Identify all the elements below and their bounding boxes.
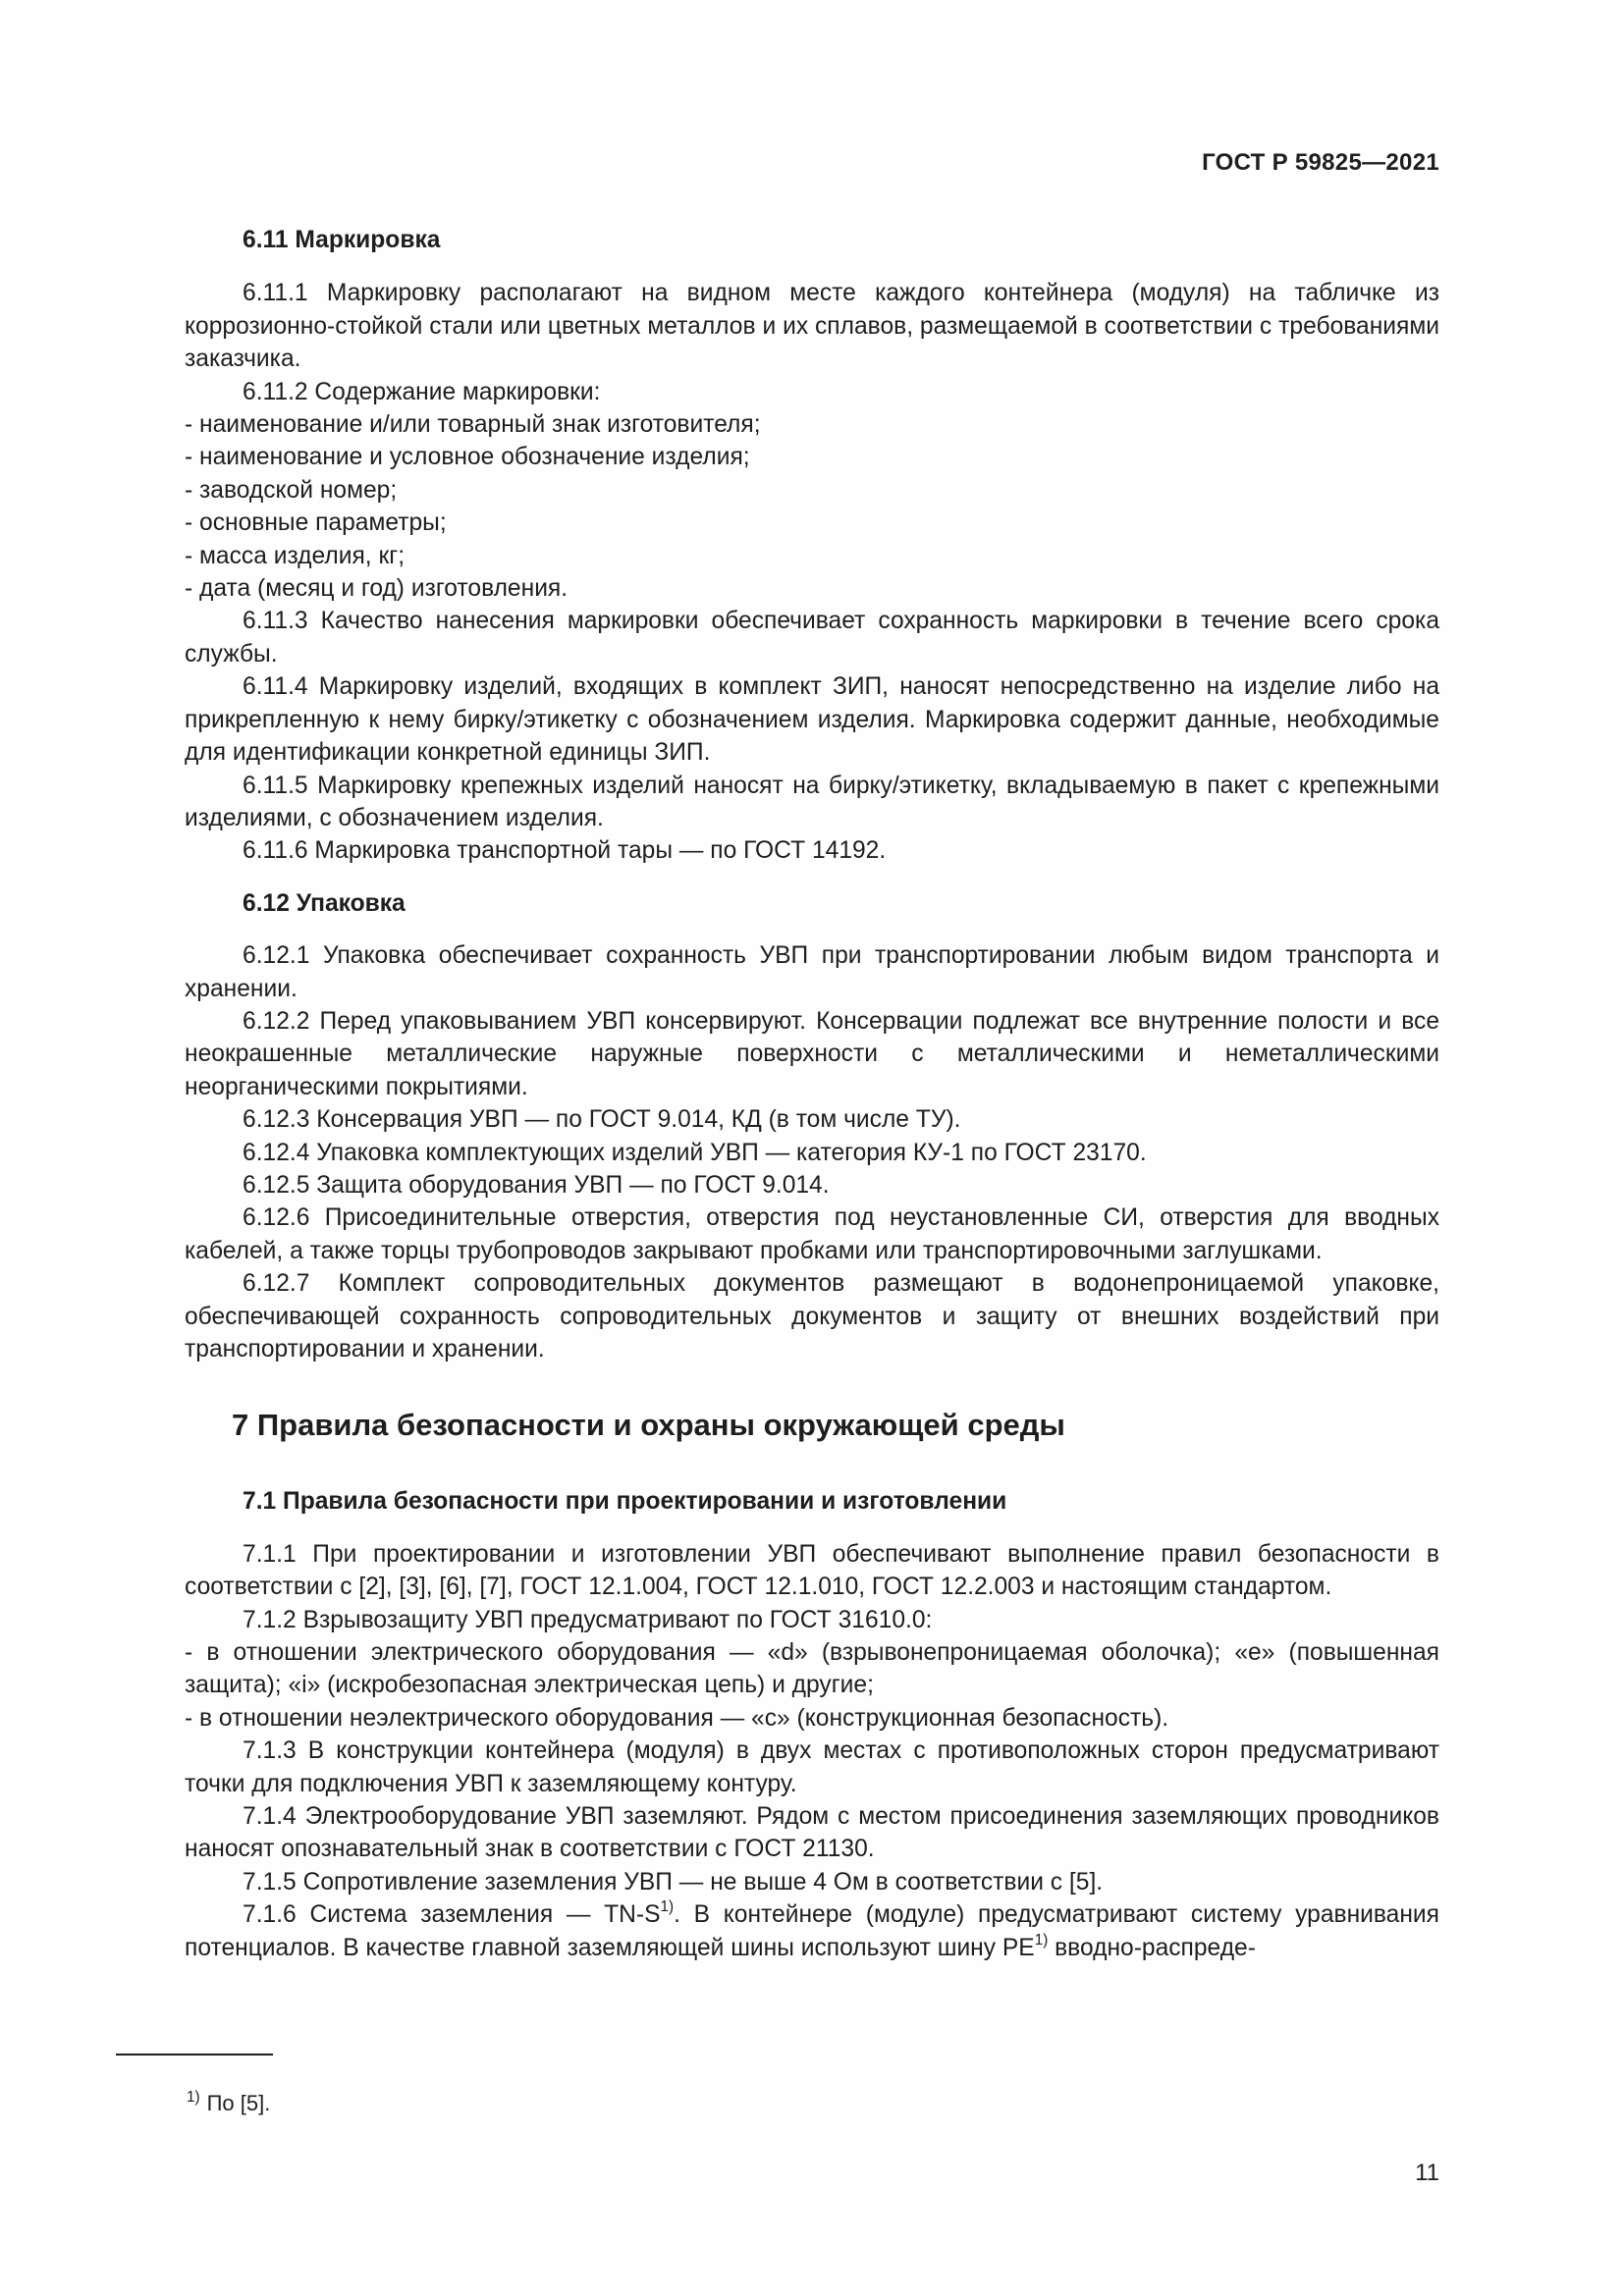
paragraph-text: . В контейнере (модуле) предусматривают систему уравнивания потенциалов. В качестве главной заземляющей шины используют шину PE [185, 1901, 1439, 1961]
footnote-text: По [5]. [206, 2091, 271, 2115]
list-item: - основные параметры; [185, 509, 447, 537]
list-item: - в отношении неэлектрического оборудования — «с» (конструкционная безопасность). [185, 1704, 1169, 1732]
paragraph-6-11-6: 6.11.6 Маркировка транспортной тары — по ГОСТ 14192. [243, 837, 887, 865]
paragraph-text: 7.1.6 Система заземления — TN-S [243, 1901, 661, 1929]
paragraph-7-1-3: 7.1.3 В конструкции контейнера (модуля) в двух местах с противоположных сторон предусматривают точки для подключения УВП к заземляющему контуру. [185, 1737, 1439, 1797]
paragraph-7-1-6 [185, 1898, 1439, 1964]
document-body [185, 224, 1439, 1964]
paragraph-7-1-1: 7.1.1 При проектировании и изготовлении УВП обеспечивают выполнение правил безопасности в соответствии с [2], [3], [6], [7], ГОСТ 12.1.004, ГОСТ 12.1.010, ГОСТ 12.2.003 и настоящим стандартом. [185, 1540, 1439, 1601]
section-heading-7-1: 7.1 Правила безопасности при проектировании и изготовлении [243, 1488, 1007, 1516]
paragraph-6-12-5: 6.12.5 Защита оборудования УВП — по ГОСТ 9.014. [243, 1171, 830, 1199]
standard-code-header: ГОСТ Р 59825—2021 [1202, 149, 1439, 176]
paragraph-6-11-3: 6.11.3 Качество нанесения маркировки обеспечивает сохранность маркировки в течение всего срока службы. [185, 608, 1439, 667]
footnote-reference[interactable]: 1) [660, 1898, 675, 1916]
paragraph-6-12-3: 6.12.3 Консервация УВП — по ГОСТ 9.014, КД (в том числе ТУ). [243, 1106, 961, 1134]
list-item: - наименование и условное обозначение изделия; [185, 444, 750, 471]
list-item: - заводской номер; [185, 476, 398, 504]
paragraph-6-11-4: 6.11.4 Маркировку изделий, входящих в комплект ЗИП, наносят непосредственно на изделие либо на прикрепленную к нему бирку/этикетку с обозначением изделия. Маркировка содержит данные, необходимые для идентификации конкретной единицы ЗИП. [185, 673, 1439, 767]
list-item: - наименование и/или товарный знак изготовителя; [185, 411, 761, 439]
list-item: - масса изделия, кг; [185, 542, 406, 569]
paragraph-6-11-2: 6.11.2 Содержание маркировки: [243, 378, 601, 405]
paragraph-7-1-5: 7.1.5 Сопротивление заземления УВП — не выше 4 Ом в соответствии с [5]. [243, 1868, 1104, 1896]
paragraph-6-11-5: 6.11.5 Маркировку крепежных изделий наносят на бирку/этикетку, вкладываемую в пакет с крепежными изделиями, с обозначением изделия. [185, 772, 1439, 831]
page-number: 11 [1415, 2160, 1439, 2186]
list-item: - дата (месяц и год) изготовления. [185, 575, 568, 603]
paragraph-6-12-7: 6.12.7 Комплект сопроводительных документов размещают в водонепроницаемой упаковке, обеспечивающей сохранность сопроводительных документов и защиту от внешних воздействий при транспортировании и хранении. [185, 1270, 1439, 1362]
footnote-mark: 1) [187, 2088, 200, 2106]
paragraph-7-1-4: 7.1.4 Электрооборудование УВП заземляют. Рядом с местом присоединения заземляющих проводников наносят опознавательный знак в соответствии с ГОСТ 21130. [185, 1803, 1439, 1863]
section-heading-6-11: 6.11 Маркировка [243, 227, 441, 253]
paragraph-6-12-4: 6.12.4 Упаковка комплектующих изделий УВП — категория КУ-1 по ГОСТ 23170. [243, 1139, 1147, 1166]
footnote-reference[interactable]: 1) [1034, 1931, 1049, 1949]
paragraph-6-12-6: 6.12.6 Присоединительные отверстия, отверстия под неустановленные СИ, отверстия для вводных кабелей, а также торцы трубопроводов закрывают пробками или транспортировочными заглушками. [185, 1204, 1439, 1264]
paragraph-text: вводно-распреде- [1048, 1934, 1256, 1961]
list-item: - в отношении электрического оборудования — «d» (взрывонепроницаемая оболочка); «е» (повышенная защита); «i» (искробезопасная электрическая цепь) и другие; [185, 1639, 1439, 1699]
section-heading-6-12: 6.12 Упаковка [243, 889, 406, 917]
footnote [187, 2088, 271, 2116]
chapter-heading-7: 7 Правила безопасности и охраны окружающей среды [232, 1408, 1065, 1443]
paragraph-6-12-1: 6.12.1 Упаковка обеспечивает сохранность УВП при транспортировании любым видом транспорта и хранении. [185, 942, 1439, 1002]
footnote-separator [116, 2054, 273, 2056]
paragraph-6-11-1: 6.11.1 Маркировку располагают на видном месте каждого контейнера (модуля) на табличке из коррозионно-стойкой стали или цветных металлов и их сплавов, размещаемой в соответствии с требованиями заказчика. [185, 280, 1439, 373]
paragraph-7-1-2: 7.1.2 Взрывозащиту УВП предусматривают по ГОСТ 31610.0: [243, 1606, 933, 1633]
paragraph-6-12-2: 6.12.2 Перед упаковыванием УВП консервируют. Консервации подлежат все внутренние полости и все неокрашенные металлические наружные поверхности с металлическими и неметаллическими неорганическими покрытиями. [185, 1007, 1439, 1100]
